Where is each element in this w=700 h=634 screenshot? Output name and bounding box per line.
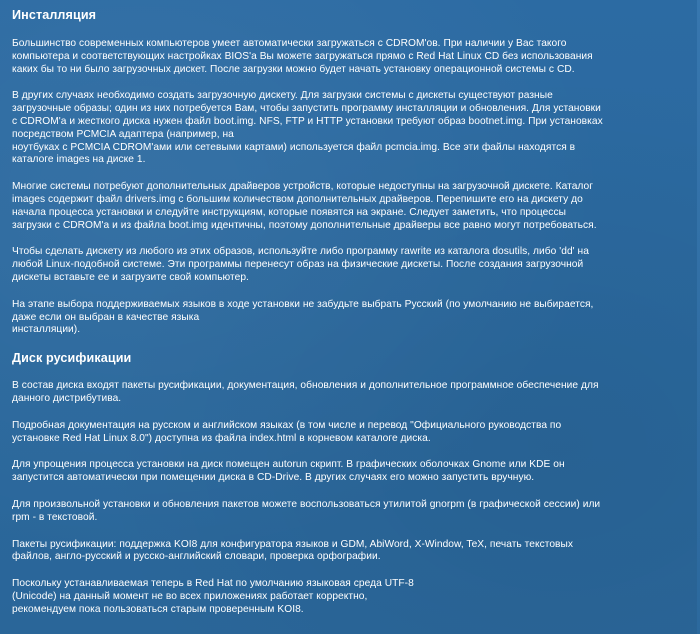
paragraph-rus-documentation: Подробная документация на русском и английском языках (в том числе и перевод "Официального руководства по установке Red Hat Linux 8.0") доступна из файла index.html в корневом каталоге диска. bbox=[12, 419, 562, 444]
paragraph-rus-koi8: Поскольку устанавливаемая теперь в Red Hat по умолчанию языковая среда UTF-8 (Unicode) на данный момент не во всех приложениях работает корректно, рекомендуем пока пользоваться старым проверенным KOI8. bbox=[12, 578, 414, 615]
paragraph-rus-gnorpm: Для произвольной установки и обновления пакетов можете воспользоваться утилитой gnorpm (в графической сессии) или rpm - в текстовой. bbox=[12, 498, 601, 523]
paragraph-rus-autorun: Для упрощения процесса установки на диск помещен autorun скрипт. В графических оболочках Gnome или KDE он запустится автоматически при помещении диска в CD-Drive. В других случаях его можно запустить вручную. bbox=[12, 459, 565, 484]
paragraph-install-cdrom-boot: Большинство современных компьютеров умеет автоматически загружаться с CDROM'ов. При наличии у Вас такого компьютера и соответствующих настройках BIOS'а Вы можете загружаться прямо с Red Hat Linux CD без использования каких бы то ни было загрузочных дискет. После загрузки можно будет начать установку операционной системы с CD. bbox=[12, 38, 593, 75]
paragraph-install-language: На этапе выбора поддерживаемых языков в ходе установки не забудьте выбрать Русский (по умолчанию не выбирается, даже если он выбран в качестве языка инсталляции). bbox=[12, 298, 594, 336]
paragraph-install-boot-disk: В других случаях необходимо создать загрузочную дискету. Для загрузки системы с дискеты существуют разные загрузочные образы; один из них потребуется Вам, чтобы запустить программу инсталляции и обновления. Для установки с CDROM'а и жесткого диска нужен файл boot.img. NFS, FTP и HTTP установки требуют образ bootnet.img. При установках посредством PCMCIA адаптера (например, на ноутбуках с PCMCIA CDROM'ами или сетевыми картами) используется файл pcmcia.img. Все эти файлы находятся в каталоге images на диске 1. bbox=[12, 90, 603, 166]
paragraph-install-drivers: Многие системы потребуют дополнительных драйверов устройств, которые недоступны на загрузочной дискете. Каталог images содержит файл drivers.img с большим количеством дополнительных драйверов. Перепишите его на дискету до начала процесса установки и следуйте инструкциям, которые появятся на экране. Следует заметить, что процессы загрузки с CDROM'а и из файла boot.img идентичны, поэтому дополнительные драйверы все равно могут потребоваться. bbox=[12, 181, 597, 231]
paragraph-rus-contents: В состав диска входят пакеты русификации, документация, обновления и дополнительное программное обеспечение для данного дистрибутива. bbox=[12, 380, 599, 404]
section-title-russification: Диск русификации bbox=[12, 351, 132, 366]
paragraph-install-make-disk: Чтобы сделать дискету из любого из этих образов, используйте либо программу rawrite из каталога dosutils, либо 'dd' на любой Linux-подобной системе. Эти программы перенесут образ на физические дискеты. После создания загрузочной дискеты вставьте ее и загрузите свой компьютер. bbox=[12, 246, 589, 283]
paragraph-rus-packages: Пакеты русификации: поддержка KOI8 для конфигуратора языков и GDM, AbiWord, X-Window, TeX, печать текстовых файлов, англо-русский и русско-английский словари, проверка орфографии. bbox=[12, 538, 574, 563]
section-title-installation: Инсталляция bbox=[12, 8, 97, 22]
